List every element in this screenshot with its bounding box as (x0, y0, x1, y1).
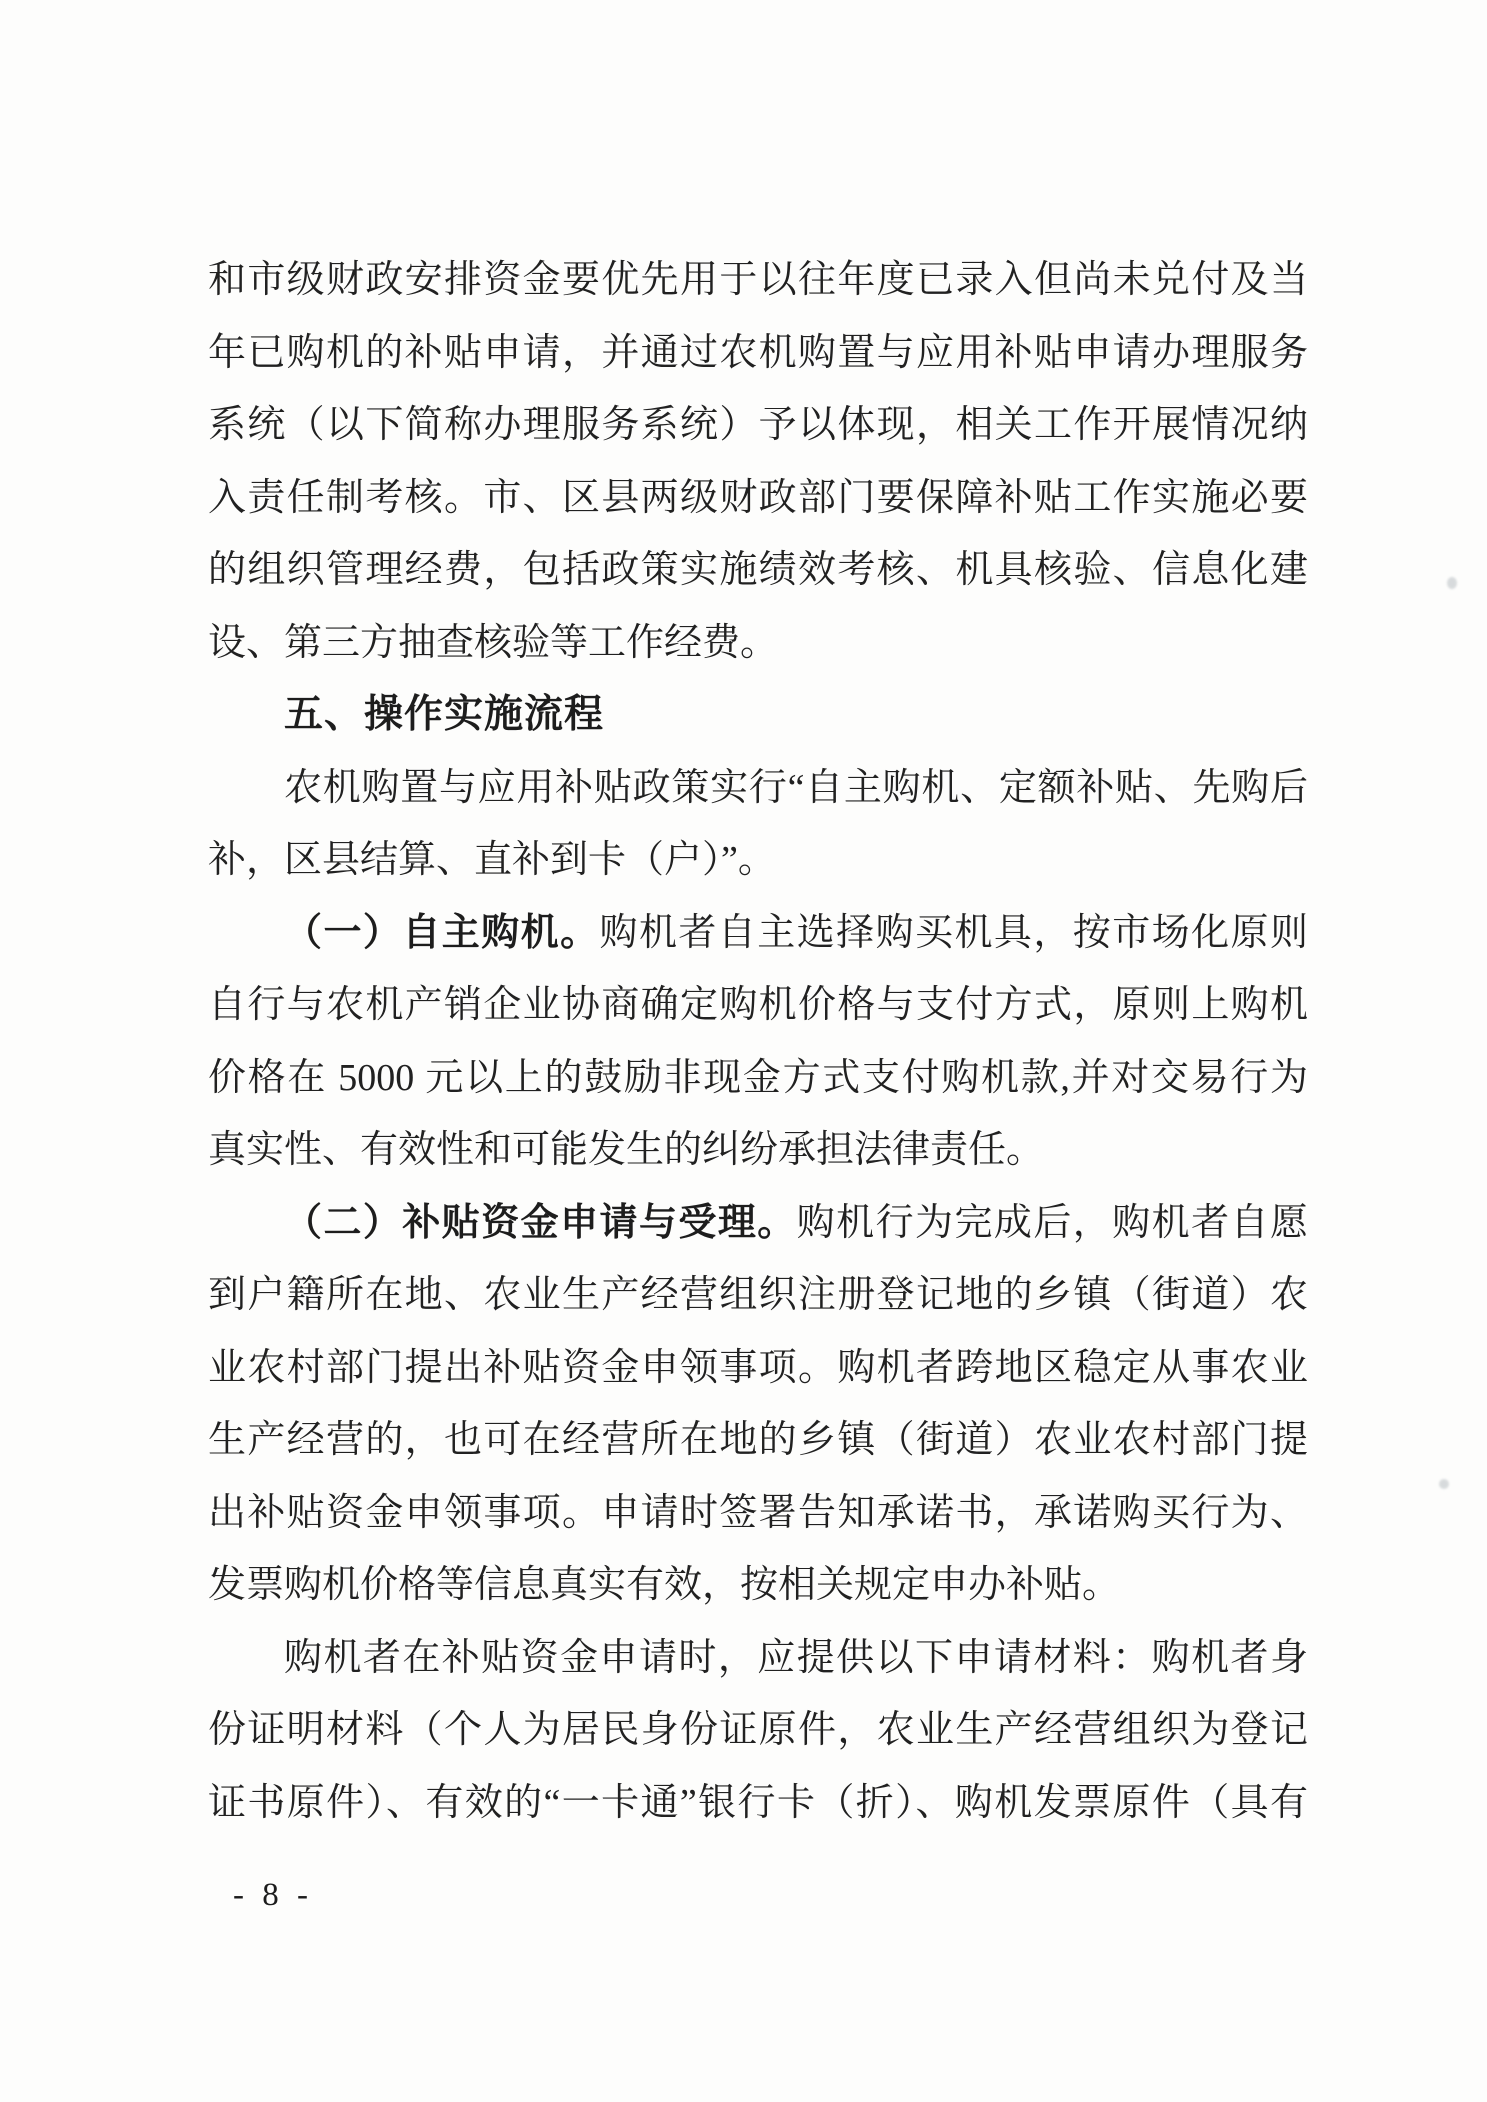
text-line (208, 969, 1308, 1042)
text-segment: 真实性、有效性和可能发生的纠纷承担法律责任。 (208, 1129, 1045, 1171)
text-segment: 农机购置与应用补贴政策实行“自主购机、定额补贴、先购后 (284, 766, 1308, 809)
bold-text-segment: 五、操作实施流程 (284, 693, 605, 736)
scan-speck (1439, 1479, 1449, 1489)
bold-text-segment: （二）补贴资金申请与受理。 (284, 1201, 797, 1244)
text-line (208, 1767, 1308, 1840)
text-line (208, 1114, 1308, 1187)
text-segment: 购机者在补贴资金申请时，应提供以下申请材料：购机者身 (284, 1636, 1308, 1679)
text-segment: 的组织管理经费，包括政策实施绩效考核、机具核验、信息化建 (208, 549, 1308, 591)
text-line (208, 389, 1308, 462)
text-line (208, 1042, 1308, 1115)
text-line (208, 317, 1308, 390)
text-line (208, 244, 1308, 317)
text-line (208, 1694, 1308, 1767)
text-line (208, 824, 1308, 897)
text-segment: 价格在 5000 元以上的鼓励非现金方式支付购机款,并对交易行为 (208, 1056, 1308, 1099)
text-line (208, 897, 1308, 970)
text-line (208, 1187, 1308, 1260)
scan-speck (1447, 577, 1457, 589)
text-line (208, 1332, 1308, 1405)
text-segment: 设、第三方抽查核验等工作经费。 (208, 621, 779, 664)
text-line (208, 1477, 1308, 1550)
text-segment: 补，区县结算、直补到卡（户）”。 (208, 839, 776, 881)
text-segment: 年已购机的补贴申请，并通过农机购置与应用补贴申请办理服务 (208, 331, 1308, 374)
text-line (208, 534, 1308, 607)
page-number: - 8 - (233, 1877, 313, 1913)
text-segment: 出补贴资金申领事项。申请时签署告知承诺书，承诺购买行为、 (208, 1491, 1308, 1534)
text-segment: 份证明材料（个人为居民身份证原件，农业生产经营组织为登记 (208, 1709, 1308, 1751)
text-line (208, 607, 1308, 680)
text-segment: 购机行为完成后，购机者自愿 (796, 1201, 1308, 1244)
text-segment: 系统（以下简称办理服务系统）予以体现，相关工作开展情况纳 (208, 404, 1308, 446)
text-segment: 到户籍所在地、农业生产经营组织注册登记地的乡镇（街道）农 (208, 1274, 1308, 1316)
text-line (208, 462, 1308, 535)
text-line (208, 1404, 1308, 1477)
section-heading (208, 679, 1308, 752)
bold-text-segment: （一）自主购机。 (284, 911, 600, 954)
text-segment: 证书原件）、有效的“一卡通”银行卡（折）、购机发票原件（具有 (208, 1781, 1308, 1824)
text-line (208, 1259, 1308, 1332)
document-body (208, 244, 1308, 1839)
text-line (208, 1549, 1308, 1622)
text-segment: 自行与农机产销企业协商确定购机价格与支付方式，原则上购机 (208, 984, 1308, 1026)
text-line (208, 752, 1308, 825)
text-segment: 入责任制考核。市、区县两级财政部门要保障补贴工作实施必要 (208, 476, 1308, 519)
text-segment: 生产经营的，也可在经营所在地的乡镇（街道）农业农村部门提 (208, 1419, 1308, 1461)
text-segment: 发票购机价格等信息真实有效，按相关规定申办补贴。 (208, 1564, 1121, 1606)
text-segment: 购机者自主选择购买机具，按市场化原则 (599, 911, 1308, 954)
text-segment: 和市级财政安排资金要优先用于以往年度已录入但尚未兑付及当 (208, 259, 1308, 301)
text-line (208, 1622, 1308, 1695)
text-segment: 业农村部门提出补贴资金申领事项。购机者跨地区稳定从事农业 (208, 1346, 1308, 1389)
